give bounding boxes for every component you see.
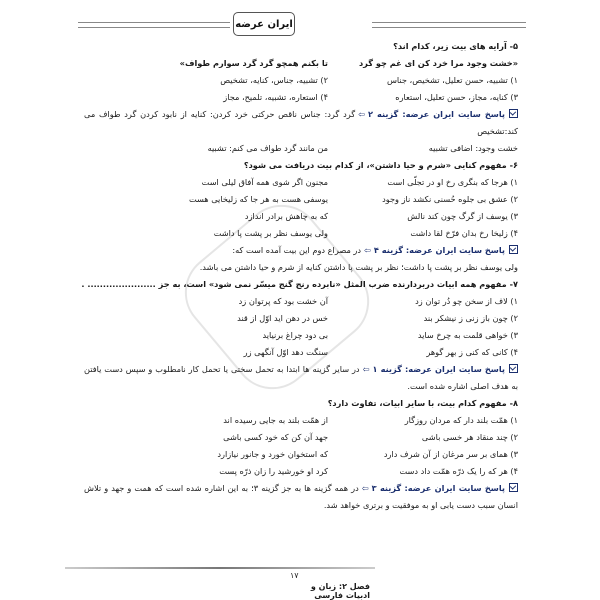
option-row: [84, 89, 518, 106]
option-1-hemistich-2: مجنون اگر شوی همه آفاق لیلی است: [201, 177, 328, 187]
option-1-hemistich-1[interactable]: ۱) همّت بلند دار که مردان روزگار: [404, 415, 518, 425]
option-4-hemistich-2: ولی یوسف نظر بر پشت پا داشت: [213, 228, 328, 238]
question-title: ۵- آرایه های بیت زیر، کدام اند؟: [393, 41, 518, 51]
verse-hemistich-2: تا بکنم همچو گرد گرد سوارم طواف»: [179, 58, 328, 68]
questions-body: [81, 38, 518, 514]
checkbox-icon: [509, 364, 518, 373]
brand-logo: [233, 12, 295, 36]
option-4-hemistich-2: سنگت دهد اوّل آنگهی زر: [243, 347, 328, 357]
checkbox-icon: [509, 245, 518, 254]
answer-block: [84, 480, 518, 514]
answer-extra: [84, 140, 518, 157]
answer-extra-2: من مانند گرد طواف می کنم: تشبیه: [207, 143, 328, 153]
checkbox-icon: [509, 483, 518, 492]
option-1-hemistich-2: آن خشت بود که پرتوان زد: [238, 296, 328, 306]
option-3-hemistich-1[interactable]: ۳) یوسف از گرگ چون کند نالش: [407, 211, 518, 221]
option-2-hemistich-2: جهد آن کن که خود کسی باشی: [223, 432, 328, 442]
answer-label: پاسخ سایت ایران عرضه: گزینه ۳: [371, 483, 505, 493]
question-title: ۶- مفهوم کنایی «شرم و حیا داشتن»، از کدام بیت دریافت می شود؟: [243, 160, 518, 170]
option-3-hemistich-1[interactable]: ۳) همای بر سر مرغان از آن شرف دارد: [383, 449, 518, 459]
option-1-hemistich-1[interactable]: ۱) لاف از سخن چو دُر توان زد: [415, 296, 518, 306]
question-verse: [84, 55, 518, 72]
answer-block: [84, 242, 518, 259]
option-1[interactable]: ۱) تشبیه، حسن تعلیل، تشخیص، جناس: [386, 75, 518, 85]
option-2-hemistich-2: یوسفی هست به هر جا که زلیخایی هست: [188, 194, 328, 204]
option-row: [84, 225, 518, 242]
option-3-hemistich-1[interactable]: ۳) خواهی قلمت به چرخ ساید: [417, 330, 518, 340]
option-row: [84, 174, 518, 191]
question-5: [84, 38, 518, 157]
arrow-icon: ⇦: [361, 483, 369, 493]
question-7: [81, 276, 518, 395]
option-row: [84, 429, 518, 446]
option-3-hemistich-2: که استخوان خورد و جانور نیازارد: [217, 449, 328, 459]
option-row: [84, 412, 518, 429]
answer-text: در سایر گزینه ها ابتدا به تحمل سختی یا تحمل کار نامطلوب و سپس دست یافتن به هدف اصلی اشاره شده است.: [84, 364, 518, 391]
answer-text: در مصراع دوم این بیت آمده است که:: [232, 245, 362, 255]
header-rule-right: [372, 22, 526, 28]
answer-label: پاسخ سایت ایران عرضه: گزینه ۱: [372, 364, 505, 374]
option-row: [84, 72, 518, 89]
answer-extra-1: خشت وجود: اضافی تشبیه: [428, 143, 518, 153]
option-row: [84, 191, 518, 208]
option-2-hemistich-2: خس در دهن اید اوّل از قند: [237, 313, 328, 323]
logo-text: ایران عرضه: [235, 18, 293, 30]
option-2[interactable]: ۲) تشبیه، جناس، کنایه، تشخیص: [220, 75, 328, 85]
option-row: [84, 446, 518, 463]
option-3-hemistich-2: بی دود چراغ برنیاید: [262, 330, 328, 340]
verse-hemistich-1: «خشت وجود مرا خرد کن ای غم چو گرد: [358, 58, 518, 68]
option-row: [84, 327, 518, 344]
option-row: [84, 463, 518, 480]
question-title: ۸- مفهوم کدام بیت، با سایر ابیات، تفاوت دارد؟: [327, 398, 518, 408]
option-row: [84, 310, 518, 327]
chapter-title: فصل ۲: زبان و ادبیات فارسی: [310, 582, 370, 600]
question-6: [84, 157, 518, 276]
question-title: ۷- مفهوم همه ابیات دربردارنده ضرب المثل «نابرده رنج گنج میسّر نمی شود» است، به جز ...................... .: [81, 279, 518, 289]
option-1-hemistich-2: از همّت بلند به جایی رسیده اند: [223, 415, 328, 425]
answer-label: پاسخ سایت ایران عرضه: گزینه ۴: [373, 245, 505, 255]
option-2-hemistich-1[interactable]: ۲) چون باز زنی ز نیشکر بند: [423, 313, 518, 323]
option-2-hemistich-1[interactable]: ۲) چند منقاد هر خسی باشی: [421, 432, 518, 442]
question-8: [84, 395, 518, 514]
option-3[interactable]: ۳) کنایه، مجاز، حسن تعلیل، استعاره: [395, 92, 518, 102]
arrow-icon: ⇦: [362, 364, 370, 374]
arrow-icon: ⇦: [358, 109, 366, 119]
answer-text: گرد گرد: جناس ناقص حرکتی خرد کردن: کنایه از نابود کردن گرد طواف می کند:تشخیص: [84, 109, 518, 136]
option-4-hemistich-2: کرد او خورشید را زان ذرّه پست: [219, 466, 328, 476]
header-rule-left: [78, 22, 230, 28]
answer-label: پاسخ سایت ایران عرضه: گزینه ۲: [368, 109, 505, 119]
answer-text: در همه گزینه ها به جز گزینه ۳؛ به این اشاره شده است که همت و جهد و تلاش انسان سبب دست یابی او به موفقیت و برتری خواهد شد.: [84, 483, 518, 510]
footer-rule: [65, 567, 375, 569]
answer-block: [84, 106, 518, 140]
page-header: [78, 10, 526, 38]
option-1-hemistich-1[interactable]: ۱) هرجا که بنگری رخ او در تجلّی است: [387, 177, 518, 187]
option-4-hemistich-1[interactable]: ۴) زلیخا رخ بدان فرّخ لقا داشت: [410, 228, 518, 238]
option-4-hemistich-1[interactable]: ۴) کانی که کنی ز بهر گوهر: [426, 347, 518, 357]
option-4[interactable]: ۴) استعاره، تشبیه، تلمیح، مجاز: [223, 92, 328, 102]
option-3-hemistich-2: که به چاهش برادر اندازد: [244, 211, 328, 221]
option-row: [84, 208, 518, 225]
option-2-hemistich-1[interactable]: ۲) عشق بی جلوه حُسنی نکشد ناز وجود: [382, 194, 518, 204]
arrow-icon: ⇦: [364, 245, 371, 255]
option-4-hemistich-1[interactable]: ۴) هر که را یک ذرّه همّت داد دست: [399, 466, 518, 476]
option-row: [84, 293, 518, 310]
option-row: [84, 344, 518, 361]
checkbox-icon: [509, 109, 518, 118]
answer-block: [84, 361, 518, 395]
page-number: ۱۷: [290, 571, 299, 580]
answer-extra-line: ولی یوسف نظر بر پشت پا داشت؛ نظر بر پشت پا داشتن کنایه از شرم و حیا داشتن می باشد.: [199, 262, 518, 272]
